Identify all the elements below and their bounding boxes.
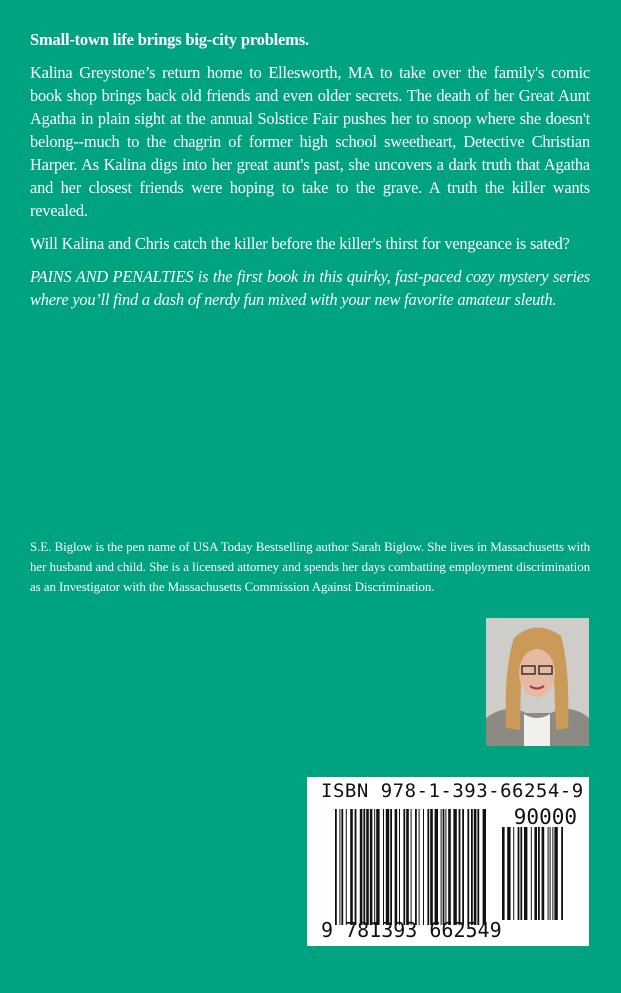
barcode-bar [415,809,417,925]
barcode-bar [399,809,400,925]
barcode-bar [561,827,563,920]
barcode-bar [395,809,398,925]
barcode-bar [406,809,409,925]
barcode-bar [341,809,343,925]
barcode-bar [520,827,522,920]
barcode-bar [534,827,537,920]
barcode-bar [423,809,424,925]
isbn-text: ISBN 978-1-393-66254-9 [321,780,584,802]
barcode-bar [518,827,520,920]
barcode-bar [355,809,357,925]
barcode-bar [554,827,557,920]
barcode-bar [350,809,353,925]
author-bio: S.E. Biglow is the pen name of USA Today Bestselling author Sarah Biglow. She lives in Massachusetts with her husband and child. She is a licensed attorney and spends her days combatting employment discrimination as an Investigator with the Massachusetts Commission Against Discrimination. [30,539,590,594]
barcode-bar [552,827,553,920]
barcode-bar [538,827,540,920]
barcode-bar [386,809,389,925]
blurb-paragraph: Kalina Greystone’s return home to Ellesworth, MA to take over the family's comic book shop brings back old friends and even older secrets. The death of her Great Aunt Agatha in plain sight at the annual Solstice Fair pushes her to snoop where she doesn't belong--much to the chagrin of former high school sweetheart, Detective Christian Harper. As Kalina digs into her great aunt's past, she uncovers a dark truth that Agatha and her closest friends were hoping to take to the grave. A truth the killer wants revealed. [30,63,590,220]
barcode-bar [335,809,337,925]
barcode-bar [441,809,442,925]
barcode-bar [477,809,479,925]
barcode-bar [524,827,527,920]
barcode-bar [462,809,464,925]
barcode-bar [483,809,486,925]
barcode-bar [467,809,469,925]
barcode-bar [346,809,347,925]
barcode-bar [339,809,340,925]
barcode-bar [453,809,456,925]
barcode-bar [474,809,477,925]
barcode-bar [448,809,451,925]
barcode-bar [383,809,384,925]
barcode-bar [542,827,545,920]
barcode-bar [531,827,532,920]
barcode-bar [411,809,412,925]
barcode-bar [548,827,549,920]
price-addon-digits: 90000 [513,805,577,829]
barcode-bar [363,809,365,925]
isbn-barcode [307,777,589,946]
barcode-bar [376,809,379,925]
barcode-bar [435,809,438,925]
barcode-bar [550,827,551,920]
blurb-paragraph: Will Kalina and Chris catch the killer before the killer's thirst for vengeance is sated? [30,234,570,253]
barcode-bar [403,809,405,925]
barcode-bar [443,809,445,925]
book-blurb [30,28,590,321]
blurb-headline: Small-town life brings big-city problems. [30,30,309,49]
barcode-bar [370,809,373,925]
barcode-bar [513,827,514,920]
barcode-bar [427,809,429,925]
barcode-bar [502,827,505,920]
barcode-bar [507,827,510,920]
barcode-bar [360,809,363,925]
barcode-bar [390,809,392,925]
ean-digits: 9 781393 662549 [321,918,502,942]
barcode-bar [419,809,420,925]
author-photo [486,618,589,746]
barcode-bar [471,809,473,925]
barcode-bar [430,809,433,925]
blurb-paragraph: PAINS AND PENALTIES is the first book in this quirky, fast-paced cozy mystery series where you’ll find a dash of nerdy fun mixed with your new favorite amateur sleuth. [30,267,590,309]
barcode-bar [459,809,461,925]
barcode-bar [374,809,375,925]
barcode-bar [366,809,369,925]
barcode-bar [445,809,446,925]
